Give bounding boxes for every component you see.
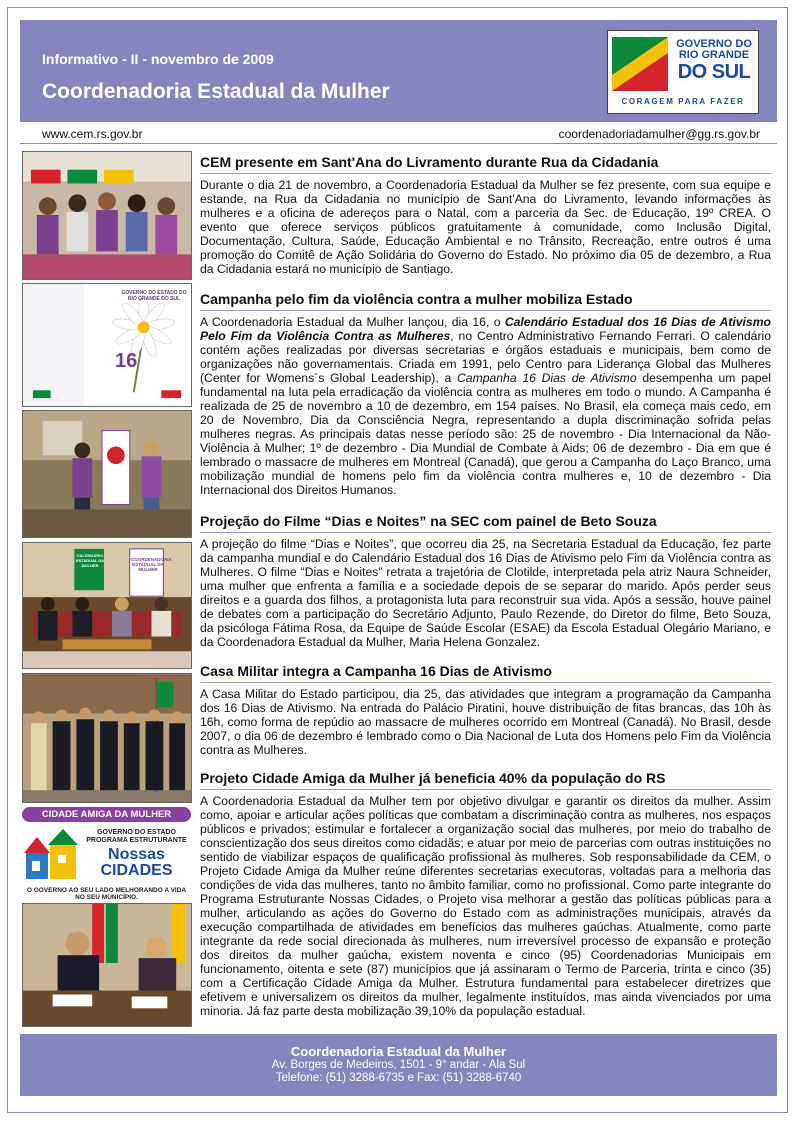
article-casa-militar [200,663,771,757]
article-body: A projeção do filme “Dias e Noites”, que ocorreu dia 25, na Secretaria Estadual da Educação, fez parte da campanha mundial e do Calendário Estadual dos 16 Dias de Ativismo pelo Fim da Violência contra as Mulheres. O filme “Dias e Noites” retrata a trajetória de Clotilde, interpretada pela atriz Naura Schneider, uma mulher que enfrenta a família e a sociedade depois de se separar do marido. Após perder seus direitos e a guarda dos filhos, a protagonista luta para reconstruir sua vida. Após a sessão, houve painel de debates com a participação do Secretário Adjunto, Paulo Rezende, do Diretor do filme, Beto Souza, da psicóloga Fátima Rosa, da Equipe de Saúde Escolar (ESAE) da Escola Estadual Olegário Mariano, e da Coordenadora Estadual da Mulher, Maria Helena Gonzalez. [200,537,771,649]
logo-government-text: GOVERNO DO RIO GRANDE [676,38,752,61]
government-logo [607,30,759,114]
article-body: A Casa Militar do Estado participou, dia 25, das atividades que integram a programação da Campanha dos 16 Dias de Ativismo. Na entrada do Palácio Piratini, houve distribuição de fitas brancas, das 10h às 16h, como forma de repúdio ao massacre de mulheres ocorrido em Montreal (Canadá). No Brasil, desde 2007, o dia 06 de dezembro é lembrado como o Dia Nacional de Luta dos Homens pelo Fim da Violência contra as Mulheres. [200,687,771,757]
calendar-caption: GOVERNO DO ESTADO DO RIO GRANDE DO SUL [121,290,187,302]
campaign-name-emphasis: Campanha 16 Dias de Ativismo [456,371,637,385]
footer-address: Av. Borges de Medeiros, 1501 - 9° andar - Ala Sul [271,1059,526,1071]
calendar-number: 16 [115,350,138,372]
logo-motto: CORAGEM PARA FAZER [621,97,745,106]
body-text: A Coordenadoria Estadual da Mulher lançou, dia 16, o [200,315,505,329]
photo-signing-ceremony [22,903,192,1027]
article-title: Projeto Cidade Amiga da Mulher já beneficia 40% da população do RS [200,770,771,790]
banner-right-text: COORDENADORIA ESTADUAL DA MULHER [131,557,172,572]
photo-campaign-launch [22,410,192,538]
logo-state-text: DO SUL [677,61,751,83]
article-title: Casa Militar integra a Campanha 16 Dias de Ativismo [200,663,771,683]
article-rua-cidadania [200,154,771,276]
program-government: GOVERNO DO ESTADO PROGRAMA ESTRUTURANTE [86,829,187,844]
footer-name: Coordenadoria Estadual da Mulher [290,1044,507,1059]
page-title: Coordenadoria Estadual da Mulher [42,80,390,103]
program-cidades: CIDADES [100,862,173,879]
website-link[interactable]: www.cem.rs.gov.br [42,127,143,141]
article-body [200,315,771,497]
article-title: Projeção do Filme “Dias e Noites” na SEC com painel de Beto Souza [200,513,771,533]
body-text: desempenha um papel fundamental na luta pela erradicação da violência contra as mulheres em todo o mundo. A Campanha é realizada de 25 de novembro a 10 de dezembro, em 154 países. No Brasil, ela começa mais cedo, em 20 de Novembro, Dia da Consciência Negra, representando a dupla discriminação sofrida pelas mulheres negras. As principais datas nesse período são: 25 de novembro - Dia Internacional da Não-Violência à Mulher; 1º de dezembro - Dia Mundial de Combate à Aids; 06 de dezembro - Dia em que é lembrado o massacre de mulheres em Montreal (Canadá), que gerou a Campanha do Laço Branco, uma mobilização mundial de homens pelo fim da violência contra mulheres e, 10 de dezembro - Dia Internacional dos Direitos Humanos. [200,371,771,497]
program-tagline: O GOVERNO AO SEU LADO MELHORANDO A VIDA NO SEU MUNICÍPIO. [26,887,187,901]
houses-icon [24,827,82,887]
calendar-name-emphasis: Calendário Estadual dos 16 Dias de Ativismo Pelo Fim da Violência Contra as Mulheres [200,315,771,343]
photo-rua-cidadania [22,151,192,280]
cidade-amiga-badge: CIDADE AMIGA DA MULHER [22,807,191,822]
body-text: , no Centro Administrativo Fernando Ferrari. O calendário contém ações realizadas por diversas secretarias e órgãos estaduais e municipais, bem como de organizações não governamentais. Criada em 1991, pelo Centro para Liderança Global das Mulheres (Center for Womens´s Global Leadership), a [200,329,771,385]
email-link[interactable]: coordenadoriadamulher@gg.rs.gov.br [558,127,760,141]
footer-band [20,1034,777,1096]
article-body: A Coordenadoria Estadual da Mulher tem por objetivo divulgar e garantir os direitos da mulher. Assim como, apoiar e articular ações políticas que combatam a discriminação contra as mulheres, nos espaços públicos e privados; estimular e fortalecer a organização social das mulheres, por meio do trabalho de conscientização dos seus direitos como cidadãs; e atuar por meio de parcerias com outras instituições no sentido de viabilizar espaços de qualificação profissional às mulheres. Sob responsabilidade da CEM, o Projeto Cidade Amiga da Mulher reúne diferentes secretarias executoras, voltadas para a melhoria das condições de vida das mulheres, tanto no âmbito familiar, como no profissional. Como parte integrante do Programa Estruturante Nossas Cidades, o Projeto visa melhorar a gestão das políticas públicas para a mulher, articulando as ações do Governo do Estado com as administrações municipais, através da execução compartilhada de atividades em benefícios das mulheres gaúchas. Atualmente, como parte integrante da rede social direcionada às mulheres, num irreversível processo de expansão e proteção dos direitos da mulher gaúcha, existem noventa e cinco (95) Coordenadorias Municipais em funcionamento, oitenta e sete (87) municípios que já assinaram o Termo de Parceria, trinta e cinco (35) com a Certificação Cidade Amiga da Mulher. Estrutura fundamental para estabelecer diretrizes que efetivem e universalizem os direitos da mulher, legalmente instituídos, mas ainda vivenciados por uma minoria. Já faz parte desta mobilização 39,10% da população estadual. [200,794,771,1018]
article-body: Durante o dia 21 de novembro, a Coordenadoria Estadual da Mulher se fez presente, com sua equipe e estande, na Rua da Cidadania no município de Sant'Ana do Livramento, levando informações às mulheres e a oficina de adereços para o Natal, com a parceria da Sec. de Educação, 19º CREA. O evento que oferece serviços públicos gratuitamente à comunidade, como Inclusão Digital, Documentação, Cultura, Saúde, Educação Ambiental e no Trânsito, Recreação, entre outros é uma promoção do Comitê de Ação Solidária do Governo do Estado. No próximo dia 05 de dezembro, a Rua da Cidadania estará no município de Santiago. [200,178,771,276]
photo-calendar-cover [22,283,192,407]
article-campanha [200,291,771,497]
divider [20,143,777,144]
issue-label: Informativo - II - novembro de 2009 [42,51,274,67]
program-nossas: Nossas [108,846,165,863]
photo-casa-militar [22,673,192,803]
article-title: Campanha pelo fim da violência contra a mulher mobiliza Estado [200,291,771,311]
header-band [20,20,777,122]
article-title: CEM presente em Sant'Ana do Livramento durante Rua da Cidadania [200,154,771,174]
article-cidade-amiga [200,770,771,1018]
banner-left-text: CALENDÁRIO ESTADUAL DA MULHER [75,553,105,568]
nossas-cidades-logo [22,825,191,901]
article-filme [200,513,771,649]
photo-film-debate [22,542,192,669]
footer-phone: Telefone: (51) 3288-6735 e Fax: (51) 3288-6740 [275,1072,522,1084]
